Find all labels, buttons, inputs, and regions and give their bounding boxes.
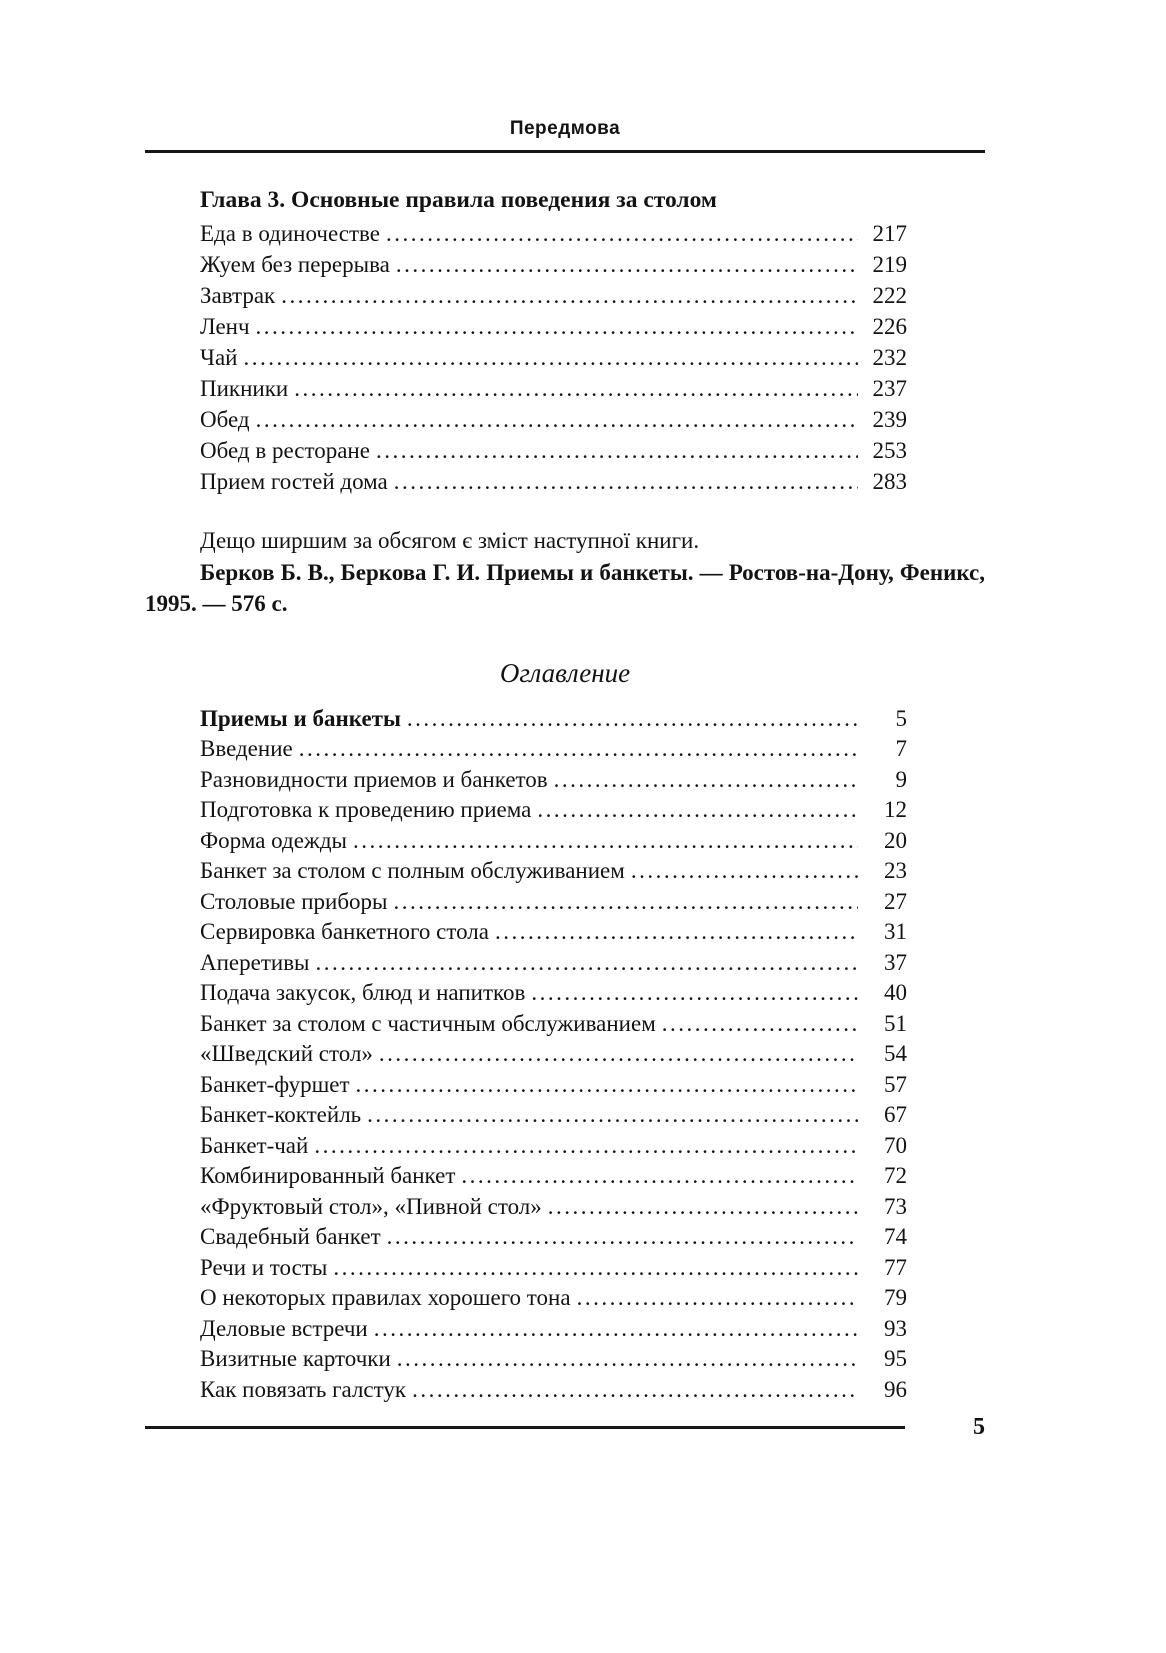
- dot-leader: [495, 917, 858, 948]
- toc-entry-page: 54: [884, 1041, 907, 1066]
- toc-entry-page: 239: [872, 407, 907, 432]
- toc-entry: [200, 218, 907, 249]
- toc-entry-title: Столовые приборы: [200, 888, 388, 914]
- toc-entry-title: Банкет-фуршет: [200, 1071, 350, 1097]
- toc-entry-page: 74: [884, 1224, 907, 1249]
- dot-leader: [281, 280, 858, 311]
- toc-entry-title: Деловые встречи: [200, 1315, 368, 1341]
- toc-entry-page: 40: [884, 980, 907, 1005]
- toc-entry: [200, 1375, 907, 1406]
- toc-entry-page: 222: [872, 283, 907, 308]
- toc-entry-page: 20: [884, 827, 907, 853]
- toc-entry-title: Ленч: [200, 314, 250, 339]
- toc-entry: [200, 404, 907, 435]
- toc-entry-title: Подготовка к проведению приема: [200, 797, 532, 822]
- toc-entry-page: 232: [872, 345, 907, 370]
- toc-entry: [200, 1283, 907, 1314]
- page-footer: [145, 1415, 985, 1439]
- dot-leader: [662, 1009, 858, 1040]
- toc-entry: [200, 887, 907, 918]
- toc-entry-page: 93: [884, 1315, 907, 1341]
- toc-entry: [200, 1192, 907, 1223]
- toc-entry: [200, 826, 907, 857]
- toc-entry-title: Речи и тосты: [200, 1254, 328, 1280]
- toc-entry-title: Пикники: [200, 376, 289, 401]
- dot-leader: [294, 373, 858, 404]
- dot-leader: [412, 1375, 858, 1406]
- toc-entry-page: 237: [872, 376, 907, 401]
- toc-entry-title: О некоторых правилах хорошего тона: [200, 1285, 571, 1310]
- toc-entry-title: Завтрак: [200, 283, 276, 308]
- toc-entry: [200, 342, 907, 373]
- toc-entry-title: Жуем без перерыва: [200, 252, 390, 277]
- toc-entry-page: 96: [884, 1376, 907, 1402]
- toc-entry-title: Банкет-чай: [200, 1132, 309, 1158]
- toc-entry-title: Банкет за столом с полным обслуживанием: [200, 858, 625, 883]
- toc-entry-page: 9: [895, 766, 907, 792]
- toc-entry: [200, 280, 907, 311]
- toc-entry: [200, 373, 907, 404]
- toc-entry-page: 67: [884, 1102, 907, 1127]
- toc-entry: [200, 1009, 907, 1040]
- toc-entry-page: 253: [872, 438, 907, 463]
- toc-entry-title: Комбинированный банкет: [200, 1163, 456, 1188]
- footer-rule: [145, 1426, 905, 1429]
- dot-leader: [531, 978, 858, 1009]
- dot-leader: [243, 342, 858, 373]
- toc-entry: [200, 1161, 907, 1192]
- note-block: [145, 525, 985, 620]
- dot-leader: [314, 1131, 858, 1162]
- toc-entry-title: Сервировка банкетного стола: [200, 919, 489, 944]
- toc-entry: [200, 1039, 907, 1070]
- toc-entry-page: 226: [872, 314, 907, 339]
- toc-entry: [200, 1314, 907, 1345]
- dot-leader: [256, 311, 858, 342]
- toc-entry-title: Аперетивы: [200, 949, 310, 975]
- toc-entry: [200, 1344, 907, 1375]
- dot-leader: [396, 249, 858, 280]
- toc-entry-title: Как повязать галстук: [200, 1376, 407, 1402]
- toc-entry-page: 217: [872, 221, 907, 246]
- toc-entry: [200, 1070, 907, 1101]
- dot-leader: [554, 765, 858, 796]
- bibliographic-reference: Берков Б. В., Беркова Г. И. Приемы и банкеты. — Ростов-на-Дону, Феникс, 1995. — 576 с.: [145, 559, 985, 616]
- dot-leader: [379, 1039, 858, 1070]
- toc-entry-page: 7: [895, 736, 907, 761]
- dot-leader: [631, 856, 858, 887]
- toc-entry-page: 219: [872, 252, 907, 277]
- toc-entry-title: Банкет-коктейль: [200, 1102, 362, 1127]
- dot-leader: [256, 404, 858, 435]
- toc-entry-page: 72: [884, 1163, 907, 1188]
- toc-entry-page: 51: [884, 1010, 907, 1036]
- dot-leader: [316, 948, 858, 979]
- toc-entry-title: Приемы и банкеты: [200, 705, 401, 731]
- toc-entry-title: Обед в ресторане: [200, 438, 370, 463]
- toc-entry-page: 31: [884, 919, 907, 944]
- toc-entry-page: 37: [884, 949, 907, 975]
- toc-entry-title: Введение: [200, 736, 293, 761]
- toc-entry: [200, 1222, 907, 1253]
- toc-entry: [200, 978, 907, 1009]
- dot-leader: [394, 466, 858, 497]
- toc-entry: [200, 856, 907, 887]
- toc-entry-page: 5: [895, 705, 907, 731]
- contents-heading: Оглавление: [499, 657, 631, 688]
- toc-entry-page: 95: [884, 1346, 907, 1371]
- toc-entry-title: Обед: [200, 407, 250, 432]
- dot-leader: [386, 218, 858, 249]
- toc-entry: [200, 917, 907, 948]
- toc-entry: [200, 734, 907, 765]
- toc-entry-title: Чай: [200, 345, 238, 370]
- toc-entry-page: 73: [884, 1193, 907, 1219]
- dot-leader: [537, 795, 858, 826]
- chapter-toc-list: [200, 218, 907, 497]
- page-number: 5: [973, 1414, 985, 1440]
- toc-entry-title: Визитные карточки: [200, 1346, 391, 1371]
- toc-entry: [200, 311, 907, 342]
- toc-entry: [200, 704, 907, 735]
- note-intro-paragraph: Дещо ширшим за обсягом є зміст наступної книги.: [200, 528, 700, 553]
- toc-entry-title: Разновидности приемов и банкетов: [200, 766, 548, 792]
- toc-entry: [200, 249, 907, 280]
- dot-leader: [367, 1100, 858, 1131]
- toc-entry-title: «Фруктовый стол», «Пивной стол»: [200, 1193, 542, 1219]
- dot-leader: [387, 1222, 858, 1253]
- toc-entry: [200, 1100, 907, 1131]
- dot-leader: [353, 826, 858, 857]
- dot-leader: [577, 1283, 858, 1314]
- toc-entry-page: 27: [884, 888, 907, 914]
- toc-entry-page: 77: [884, 1254, 907, 1280]
- dot-leader: [299, 734, 858, 765]
- dot-leader: [376, 435, 858, 466]
- toc-entry-page: 23: [884, 858, 907, 883]
- dot-leader: [407, 704, 858, 735]
- toc-entry-page: 12: [884, 797, 907, 822]
- toc-entry: [200, 1131, 907, 1162]
- dot-leader: [333, 1253, 858, 1284]
- contents-toc-list: [200, 704, 907, 1406]
- toc-entry-page: 79: [884, 1285, 907, 1310]
- dot-leader: [356, 1070, 858, 1101]
- toc-entry-title: Форма одежды: [200, 827, 347, 853]
- dot-leader: [397, 1344, 858, 1375]
- dot-leader: [374, 1314, 858, 1345]
- toc-entry-page: 57: [884, 1071, 907, 1097]
- toc-entry-title: Еда в одиночестве: [200, 221, 380, 246]
- dot-leader: [394, 887, 858, 918]
- toc-entry-title: Банкет за столом с частичным обслуживанием: [200, 1010, 656, 1036]
- dot-leader: [461, 1161, 858, 1192]
- toc-entry: [200, 466, 907, 497]
- toc-entry: [200, 948, 907, 979]
- toc-entry-title: Подача закусок, блюд и напитков: [200, 980, 526, 1005]
- chapter-heading: Глава 3. Основные правила поведения за столом: [200, 187, 717, 213]
- toc-entry: [200, 435, 907, 466]
- toc-entry-title: «Шведский стол»: [200, 1041, 373, 1066]
- toc-entry: [200, 795, 907, 826]
- toc-entry: [200, 765, 907, 796]
- toc-entry-title: Свадебный банкет: [200, 1224, 381, 1249]
- toc-entry: [200, 1253, 907, 1284]
- toc-entry-title: Прием гостей дома: [200, 469, 388, 494]
- running-head: Передмова: [145, 118, 985, 153]
- toc-entry-page: 70: [884, 1132, 907, 1158]
- toc-entry-page: 283: [872, 469, 907, 494]
- dot-leader: [548, 1192, 858, 1223]
